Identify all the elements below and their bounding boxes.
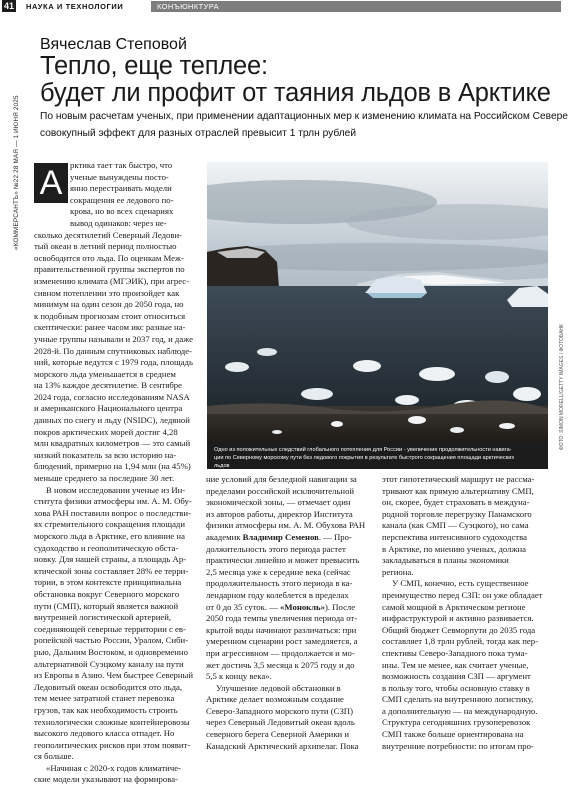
text-line: продолжительность этого периода в ка- (206, 578, 353, 589)
text-line: янно перестраивать модели (70, 183, 172, 194)
text-line: в Арктике, по мнению ученых, должна (382, 543, 527, 554)
lead-line: совокупный эффект для разных отраслей превысит 1 трлн рублей (40, 128, 357, 139)
text-line: «Начиная с 2020-х годов климатиче- (46, 762, 181, 773)
text-line: этот гипотетический маршрут не рассма- (382, 474, 535, 484)
text-line: родной торговле перегрузку Панамского (382, 508, 532, 519)
headline-line: Тепло, еще теплее: (40, 52, 268, 80)
headline-line: будет ли профит от таяния льдов в Арктике (40, 79, 551, 107)
text-line: скептически: ранее часом икс разные на- (34, 322, 186, 333)
issue-info-vertical (4, 40, 20, 250)
text-line: тории, в этом контексте принципиальна (34, 577, 182, 588)
text-line: сколько десятилетий Северный Ледови- (34, 229, 183, 240)
photo-caption (207, 443, 548, 469)
text-line: рктика тает так быстро, что (70, 160, 173, 170)
text-line: тем менее затратной станет перевозка (34, 693, 175, 704)
text-line: правительственной группы экспертов по (34, 264, 185, 275)
text-line: экономической зоны, — отмечает один (206, 497, 351, 508)
section-title: НАУКА И ТЕХНОЛОГИИ (26, 2, 124, 11)
text-line: вывод одинаков: через не- (70, 217, 167, 228)
text-line: Арктике делает возможным создание (206, 694, 344, 705)
text-line: данных по снегу и льду (NSIDC), ледяной (34, 415, 190, 426)
text-line: освободится ото льда. По оценкам Меж- (34, 252, 184, 263)
text-line: возможность создания СЗП — аргумент (382, 671, 531, 682)
text-line: покров арктических морей достиг 4,28 (34, 426, 178, 437)
text-line: СМП сделать на внутреннюю логистику, (382, 694, 534, 705)
text-line: пути (СМП), который является важной (34, 600, 179, 611)
text-line: блюдений, примерно на 1,94 млн (на 45%) (34, 461, 191, 472)
page-number: 41 (3, 1, 14, 11)
text-line: Северо-Западного морского пути (СЗП) (206, 705, 353, 716)
text-line: самой мощной в Арктическом регионе (382, 601, 526, 612)
text-line: он, скорее, будет страховать в междуна- (382, 497, 530, 508)
text-line: лендарном году колеблется в пределах (206, 589, 349, 600)
text-line: учные группы называли и 2037 год, и даже (34, 333, 193, 344)
drop-cap: А (34, 163, 68, 203)
text-line: тый океан в летний период полностью (34, 241, 177, 252)
text-line: ропейской частью России, Уралом, Сиби- (34, 635, 189, 646)
text-line: В новом исследовании ученые из Ин- (46, 484, 186, 495)
arctic-landscape-image (207, 162, 548, 443)
text-line: 2050 года темпы увеличения периода от- (206, 613, 358, 624)
text-line: млн квадратных километров — это самый (34, 438, 191, 449)
text-line: из Европы в Азию. Чем быстрее Северный (34, 670, 194, 681)
text-line: изменению климата (МГЭИК), при агрес- (34, 275, 190, 286)
top-bar (0, 0, 576, 13)
text-line: региона. (382, 566, 414, 577)
text-line: соединяющей северные территории с ев- (34, 623, 186, 634)
author-name: Вячеслав Степовой (40, 36, 187, 53)
text-line: от 0 до 35 суток. — «Монокль»). После (206, 601, 356, 612)
text-line: морского льда уменьшается в среднем (34, 368, 176, 379)
text-line: Улучшение ледовой обстановки в (216, 682, 341, 693)
text-line: крова, но во всех сценариях (70, 206, 174, 217)
headline (40, 53, 551, 107)
text-line: к подобным прогнозам стоит относиться (34, 310, 186, 321)
text-line: морского льда в Арктике, его влияние на (34, 531, 185, 541)
text-line: ние условий для безледной навигации за (206, 474, 357, 484)
text-line: закладываться в планы экономики (382, 555, 509, 566)
text-line: на 13% каждое десятилетие. В сентябре (34, 380, 182, 391)
text-line: ний, которые ведутся с 1979 года, площадь (34, 357, 193, 368)
text-line: академик Владимир Семенов. — Про- (206, 531, 352, 542)
text-line: спективы Северо-Западного пока тума- (382, 647, 528, 658)
rubric-bar: КОНЪЮНКТУРА (151, 1, 561, 12)
text-line: Общий бюджет Севморпути до 2035 года (382, 624, 536, 635)
text-line: обстановка вокруг Северного морского (34, 588, 180, 599)
text-line: низкий показатель за всю историю на- (34, 449, 177, 460)
text-line: Канадский Арктический архипелаг. Пока (206, 740, 359, 751)
text-line: судоходство и геополитическую обста- (34, 542, 179, 553)
text-line: СМП также больше ориентирована на (382, 729, 524, 740)
lead-paragraph (40, 108, 568, 142)
text-line: из авторов работы, директор Института (206, 508, 353, 519)
text-line: пределами российской исключительной (206, 485, 355, 496)
text-line: ктической зоны составляет 28% ее терри- (34, 565, 189, 576)
text-line: 2028-й. По данным спутниковых наблюде- (34, 345, 192, 356)
text-line: физики атмосферы им. А. М. Обухова РАН (206, 520, 366, 531)
text-line: составляет 1,8 трлн рублей, тогда как пер- (382, 636, 539, 647)
text-line: при агрессивном — продолжается и мо- (206, 647, 355, 658)
text-line: а дополнительную — на международную. (382, 705, 538, 716)
text-line: новку. Для нашей страны, а площадь Ар- (34, 554, 187, 565)
text-line: технологически сложные контейнеровозы (34, 716, 190, 727)
text-line: высокого ледового класса отпадет. Но (34, 728, 175, 739)
column-1 (34, 160, 203, 786)
column-2 (206, 474, 374, 752)
text-line: ученые вынуждены посто- (70, 171, 169, 182)
photo-credit: ФОТО: SIMON MORELL/GETTY IMAGES / ФОТОБАНК (559, 324, 565, 450)
column-3 (382, 474, 548, 752)
text-line: геополитических рисков при этом появит- (34, 739, 191, 750)
text-line: нны. Тем не менее, как считает ученые, (382, 659, 529, 670)
text-line: тривают как прямую альтернативу СМП, (382, 485, 534, 496)
text-line: минимум на один сезон до 2050 года, но (34, 299, 184, 310)
arctic-photo (207, 162, 548, 443)
text-line: ститута физики атмосферы им. А. М. Обу- (34, 496, 192, 507)
lead-line: По новым расчетам ученых, при применении адаптационных мер к изменению климата на Российском Севере (40, 111, 568, 122)
text-line: северного берега Северной Америки и (206, 729, 350, 740)
text-line: жет достичь 3,5 месяца к 2075 году и до (206, 659, 355, 670)
text-line: ские модели указывают на формирова- (34, 774, 178, 785)
text-line: ся больше. (34, 751, 74, 762)
text-line: умеренном сценарии рост замедляется, а (206, 636, 358, 647)
caption-line: Одно из положительных следствий глобального потепления для России - увеличение продолжительности навига- (214, 447, 512, 453)
text-line: должительность этого периода растет (206, 543, 346, 554)
text-line: и американского Национального центра (34, 403, 183, 414)
text-line: крытой воды начинают различаться: при (206, 624, 357, 635)
text-line: ях стремительного сокращения площади (34, 519, 185, 530)
caption-line: льдов (214, 463, 230, 469)
caption-line: ции по Северному морскому пути без ледового покрытия в результате быстрого сокращения площади арктических (214, 455, 515, 461)
text-line: 2,5 месяца уже к середине века (сейчас (206, 566, 351, 577)
text-line: инфраструктурой и активно развивается. (382, 613, 534, 624)
text-line: альтернативой Суэцкому каналу на пути (34, 658, 184, 669)
issue-info: «КОММЕРСАНТЪ» №22 28 МАЯ — 1 ИЮНЯ 2025 (13, 95, 20, 250)
text-line: сокращения ее ледового по- (70, 194, 174, 205)
text-line: канала (как СМП — Суэцкого), но сама (382, 520, 529, 531)
text-line: внутренние потребности: по итогам про- (382, 740, 534, 751)
text-line: 5,5 к концу века». (206, 671, 272, 682)
text-line: сивном потеплении это произойдет как (34, 287, 180, 298)
text-line: внутренней логистической артерией, (34, 612, 172, 623)
text-line: практически линейно и может превысить (206, 555, 360, 566)
text-line: У СМП, конечно, есть существенное (392, 578, 529, 589)
text-line: хова РАН поставили вопрос о последстви- (34, 507, 191, 518)
text-line: Ледовитый океан освободится ото льда, (34, 681, 183, 692)
text-line: 2024 года, согласно исследованиям NASA (34, 391, 190, 402)
text-line: рью, Дальним Востоком, и одновременно (34, 646, 188, 657)
text-line: меньше среднего за последние 30 лет. (34, 473, 175, 484)
text-line: перспектива интенсивного судоходства (382, 531, 527, 542)
photo-credit-vertical (552, 300, 565, 450)
text-line: в пользу того, чтобы основную ставку в (382, 682, 530, 693)
text-line: через Северный Ледовитый океан вдоль (206, 717, 355, 728)
text-line: преимущество перед СЗП: он уже обладает (382, 589, 543, 600)
text-line: Структура сегодняшних грузоперевозок (382, 717, 531, 728)
text-line: грузов, так как необходимость строить (34, 704, 178, 715)
